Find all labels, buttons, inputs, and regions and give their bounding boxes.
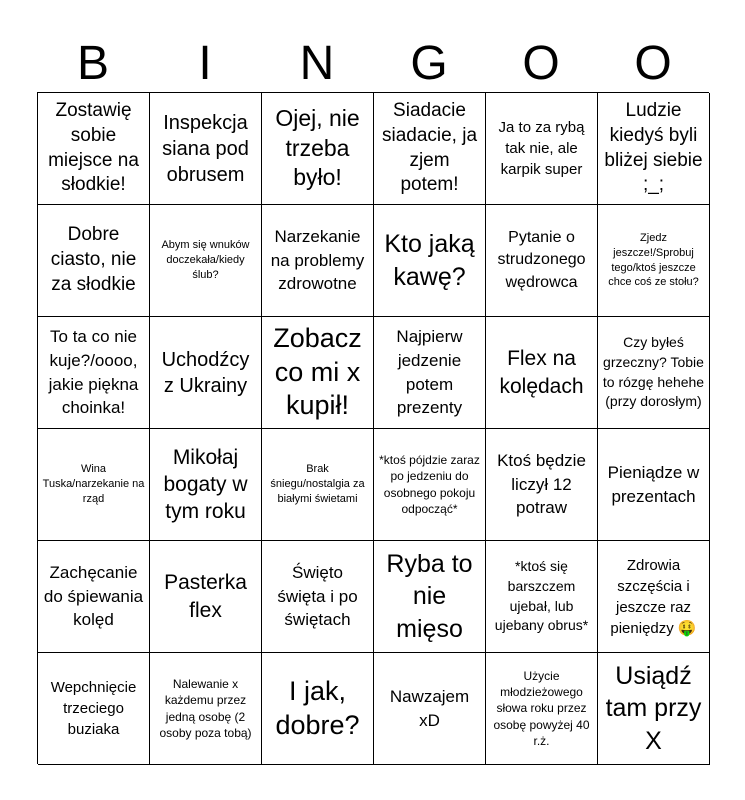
header-letter-4: G — [410, 37, 448, 90]
bingo-cell-r3-c1[interactable]: To ta co nie kuje?/oooo, jakie piękna choinka! — [38, 317, 150, 429]
bingo-cell-r1-c3[interactable]: Ojej, nie trzeba było! — [262, 93, 374, 205]
bingo-cell-r5-c1[interactable]: Zachęcanie do śpiewania kolęd — [38, 541, 150, 653]
bingo-cell-r4-c4[interactable]: *ktoś pójdzie zaraz po jedzeniu do osobnego pokoju odpocząć* — [374, 429, 486, 541]
bingo-cell-r3-c6[interactable]: Czy byłeś grzeczny? Tobie to rózgę hehehe (przy dorosłym) — [598, 317, 710, 429]
bingo-cell-r2-c3[interactable]: Narzekanie na problemy zdrowotne — [262, 205, 374, 317]
bingo-cell-r2-c6[interactable]: Zjedz jeszcze!/Sprobuj tego/ktoś jeszcze chce coś ze stołu? — [598, 205, 710, 317]
bingo-cell-r6-c6[interactable]: Usiądź tam przy X — [598, 653, 710, 765]
bingo-cell-r1-c1[interactable]: Zostawię sobie miejsce na słodkie! — [38, 93, 150, 205]
header-letter-2: I — [198, 37, 212, 90]
bingo-cell-r4-c1[interactable]: Wina Tuska/narzekanie na rząd — [38, 429, 150, 541]
bingo-cell-r6-c4[interactable]: Nawzajem xD — [374, 653, 486, 765]
bingo-cell-r4-c2[interactable]: Mikołaj bogaty w tym roku — [150, 429, 262, 541]
bingo-cell-r2-c2[interactable]: Abym się wnuków doczekała/kiedy ślub? — [150, 205, 262, 317]
bingo-cell-r1-c4[interactable]: Siadacie siadacie, ja zjem potem! — [374, 93, 486, 205]
header-letter-3: N — [299, 37, 335, 90]
bingo-cell-r5-c3[interactable]: Święto święta i po świętach — [262, 541, 374, 653]
bingo-cell-r3-c5[interactable]: Flex na kolędach — [486, 317, 598, 429]
bingo-header — [37, 36, 709, 92]
bingo-cell-r3-c4[interactable]: Najpierw jedzenie potem prezenty — [374, 317, 486, 429]
bingo-grid — [37, 92, 709, 764]
bingo-cell-r6-c5[interactable]: Użycie młodzieżowego słowa roku przez osobę powyżej 40 r.ż. — [486, 653, 598, 765]
bingo-cell-r2-c1[interactable]: Dobre ciasto, nie za słodkie — [38, 205, 150, 317]
bingo-cell-r5-c5[interactable]: *ktoś się barszczem ujebał, lub ujebany obrus* — [486, 541, 598, 653]
bingo-cell-r3-c2[interactable]: Uchodźcy z Ukrainy — [150, 317, 262, 429]
bingo-cell-r5-c2[interactable]: Pasterka flex — [150, 541, 262, 653]
bingo-cell-r5-c6[interactable]: Zdrowia szczęścia i jeszcze raz pieniędzy 🤑 — [598, 541, 710, 653]
bingo-cell-r1-c2[interactable]: Inspekcja siana pod obrusem — [150, 93, 262, 205]
header-letter-1: B — [76, 37, 109, 90]
bingo-cell-r6-c3[interactable]: I jak, dobre? — [262, 653, 374, 765]
bingo-cell-r2-c5[interactable]: Pytanie o strudzonego wędrowca — [486, 205, 598, 317]
bingo-cell-r2-c4[interactable]: Kto jaką kawę? — [374, 205, 486, 317]
bingo-cell-r4-c5[interactable]: Ktoś będzie liczył 12 potraw — [486, 429, 598, 541]
bingo-cell-r4-c6[interactable]: Pieniądze w prezentach — [598, 429, 710, 541]
header-letter-6: O — [634, 37, 672, 90]
bingo-cell-r3-c3[interactable]: Zobacz co mi x kupił! — [262, 317, 374, 429]
bingo-cell-r6-c1[interactable]: Wepchnięcie trzeciego buziaka — [38, 653, 150, 765]
bingo-cell-r1-c5[interactable]: Ja to za rybą tak nie, ale karpik super — [486, 93, 598, 205]
bingo-cell-r4-c3[interactable]: Brak śniegu/nostalgia za białymi świetami — [262, 429, 374, 541]
bingo-cell-r6-c2[interactable]: Nalewanie x każdemu przez jedną osobę (2 osoby poza tobą) — [150, 653, 262, 765]
bingo-cell-r5-c4[interactable]: Ryba to nie mięso — [374, 541, 486, 653]
bingo-cell-r1-c6[interactable]: Ludzie kiedyś byli bliżej siebie ;_; — [598, 93, 710, 205]
header-letter-5: O — [522, 37, 560, 90]
